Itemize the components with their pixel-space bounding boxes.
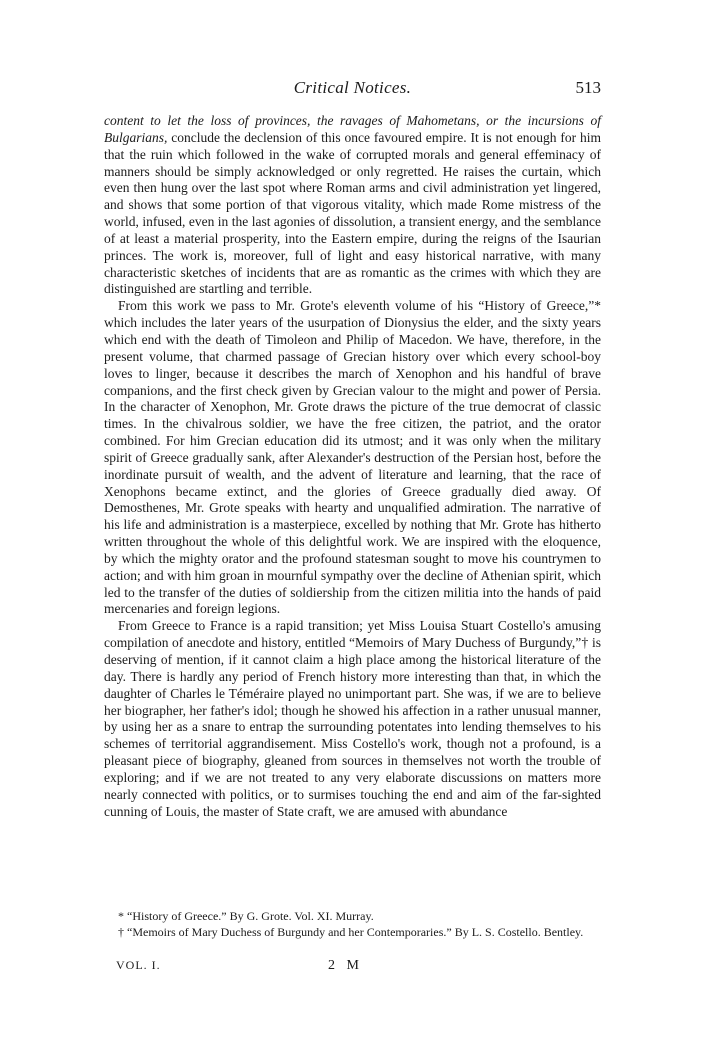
running-head: [104, 78, 601, 100]
signature-line: [116, 958, 416, 976]
paragraph-1-italic-lead: content to let the loss of provinces, the ravages of Mahometans, or the incursions of Bulgarians,: [104, 113, 601, 145]
paragraph-1: [104, 113, 601, 298]
footnote-2: † “Memoirs of Mary Duchess of Burgundy and her Contemporaries.” By L. S. Costello. Bentley.: [118, 924, 584, 939]
body-text: [104, 113, 601, 820]
paragraph-3: From Greece to France is a rapid transition; yet Miss Louisa Stuart Costello's amusing compilation of anecdote and history, entitled “Memoirs of Mary Duchess of Burgundy,”† is deserving of mention, if it cannot claim a high place among the historical literature of the day. There is hardly any period of French history more interesting than that, in which the daughter of Charles le Téméraire played no unimportant part. She was, if we are to believe her biographer, her father's idol; though he showed his affection in a rather unusual manner, by using her as a snare to entrap the surrounding potentates into lending themselves to his schemes of territorial aggrandisement. Miss Costello's work, though not a profound, is a pleasant piece of biography, gleaned from sources in themselves not worth the trouble of exploring; and if we are not treated to any very elaborate discussions on matters more nearly connected with politics, or to surmises touching the end and aim of the far-sighted cunning of Louis, the master of State craft, we are amused with abundance: [104, 618, 601, 819]
footnotes: [104, 909, 601, 940]
volume-label: VOL. I.: [116, 958, 161, 972]
paragraph-2: From this work we pass to Mr. Grote's eleventh volume of his “History of Greece,”* which includes the later years of the usurpation of Dionysius the elder, and the sixty years which end with the death of Timoleon and Philip of Macedon. We have, therefore, in the present volume, that charmed passage of Grecian history over which every school-boy loves to linger, because it describes the march of Xenophon and his handful of brave companions, and the first check given by Grecian valour to the might and power of Persia. In the character of Xenophon, Mr. Grote draws the picture of the true democrat of classic times. In the chivalrous soldier, we have the free citizen, the patriot, and the orator combined. For him Grecian education did its utmost; and it was only when the military spirit of Greece gradually sank, after Alexander's destruction of the Persian host, before the inordinate pursuit of wealth, and the advent of literature and learning, that the race of Xenophons became extinct, and the glories of Greece gradually died away. Of Demosthenes, Mr. Grote speaks with hearty and unqualified admiration. The narrative of his life and administration is a masterpiece, excelled by nothing that Mr. Grote has hitherto written throughout the whole of this delightful work. We are inspired with the eloquence, by which the mighty orator and the profound statesman sought to move his countrymen to action; and with him groan in mournful sympathy over the decline of Athenian spirit, which led to the transfer of the duties of soldiership from the citizen militia into the hands of paid mercenaries and foreign legions.: [104, 298, 601, 617]
page-number: 513: [575, 78, 601, 97]
paragraph-1-text: conclude the declension of this once favoured empire. It is not enough for him that the ruin which followed in the wake of corrupted morals and general effeminacy of manners should be simply acknowledged or only regretted. He raises the curtain, which even then hung over the last spot where Roman arms and civil administration yet lingered, and shows that some portion of that vigorous vitality, which made Rome mistress of the world, infused, even in the last agonies of dissolution, a transient energy, and the semblance of at least a material prosperity, into the Eastern empire, during the reigns of the Isaurian princes. The work is, moreover, full of light and easy historical narrative, with many characteristic sketches of incidents that are as romantic as the crimes with which they are distinguished are startling and terrible.: [104, 129, 601, 297]
signature-mark: 2 M: [328, 958, 363, 973]
footnote-1: * “History of Greece.” By G. Grote. Vol. XI. Murray.: [118, 909, 374, 923]
running-title: Critical Notices.: [293, 78, 412, 97]
